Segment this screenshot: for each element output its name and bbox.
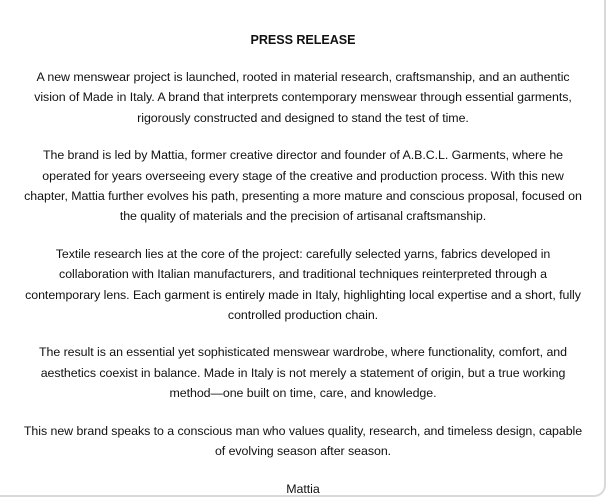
paragraph-intro: A new menswear project is launched, rooted in material research, craftsmanship, and an authentic vision of Made in Italy. A brand that interprets contemporary menswear through essential garments, rigorously constructed and designed to stand the test of time.	[34, 70, 572, 125]
paragraph-wardrobe: The result is an essential yet sophisticated menswear wardrobe, where functionality, comfort, and aesthetics coexist in balance. Made in Italy is not merely a statement of origin, but a true working method—one built on time, care, and knowledge.	[39, 345, 567, 401]
press-release-document	[20, 30, 586, 499]
paragraph-textile-research: Textile research lies at the core of the project: carefully selected yarns, fabrics developed in collaboration with Italian manufacturers, and traditional techniques reinterpreted through a contemporary lens. Each garment is entirely made in Italy, highlighting local expertise and a short, fully controlled production chain.	[25, 246, 581, 323]
paragraph-founder: The brand is led by Mattia, former creative director and founder of A.B.C.L. Garments, where he operated for years overseeing every stage of the creative and production process. With this new chapter, Mattia further evolves his path, presenting a more mature and conscious proposal, focused on the quality of materials and the precision of artisanal craftsmanship.	[24, 148, 582, 224]
paragraph-audience: This new brand speaks to a conscious man who values quality, research, and timeless design, capable of evolving season after season.	[23, 423, 583, 459]
document-title: PRESS RELEASE	[250, 33, 356, 47]
signature: Mattia	[286, 481, 320, 496]
